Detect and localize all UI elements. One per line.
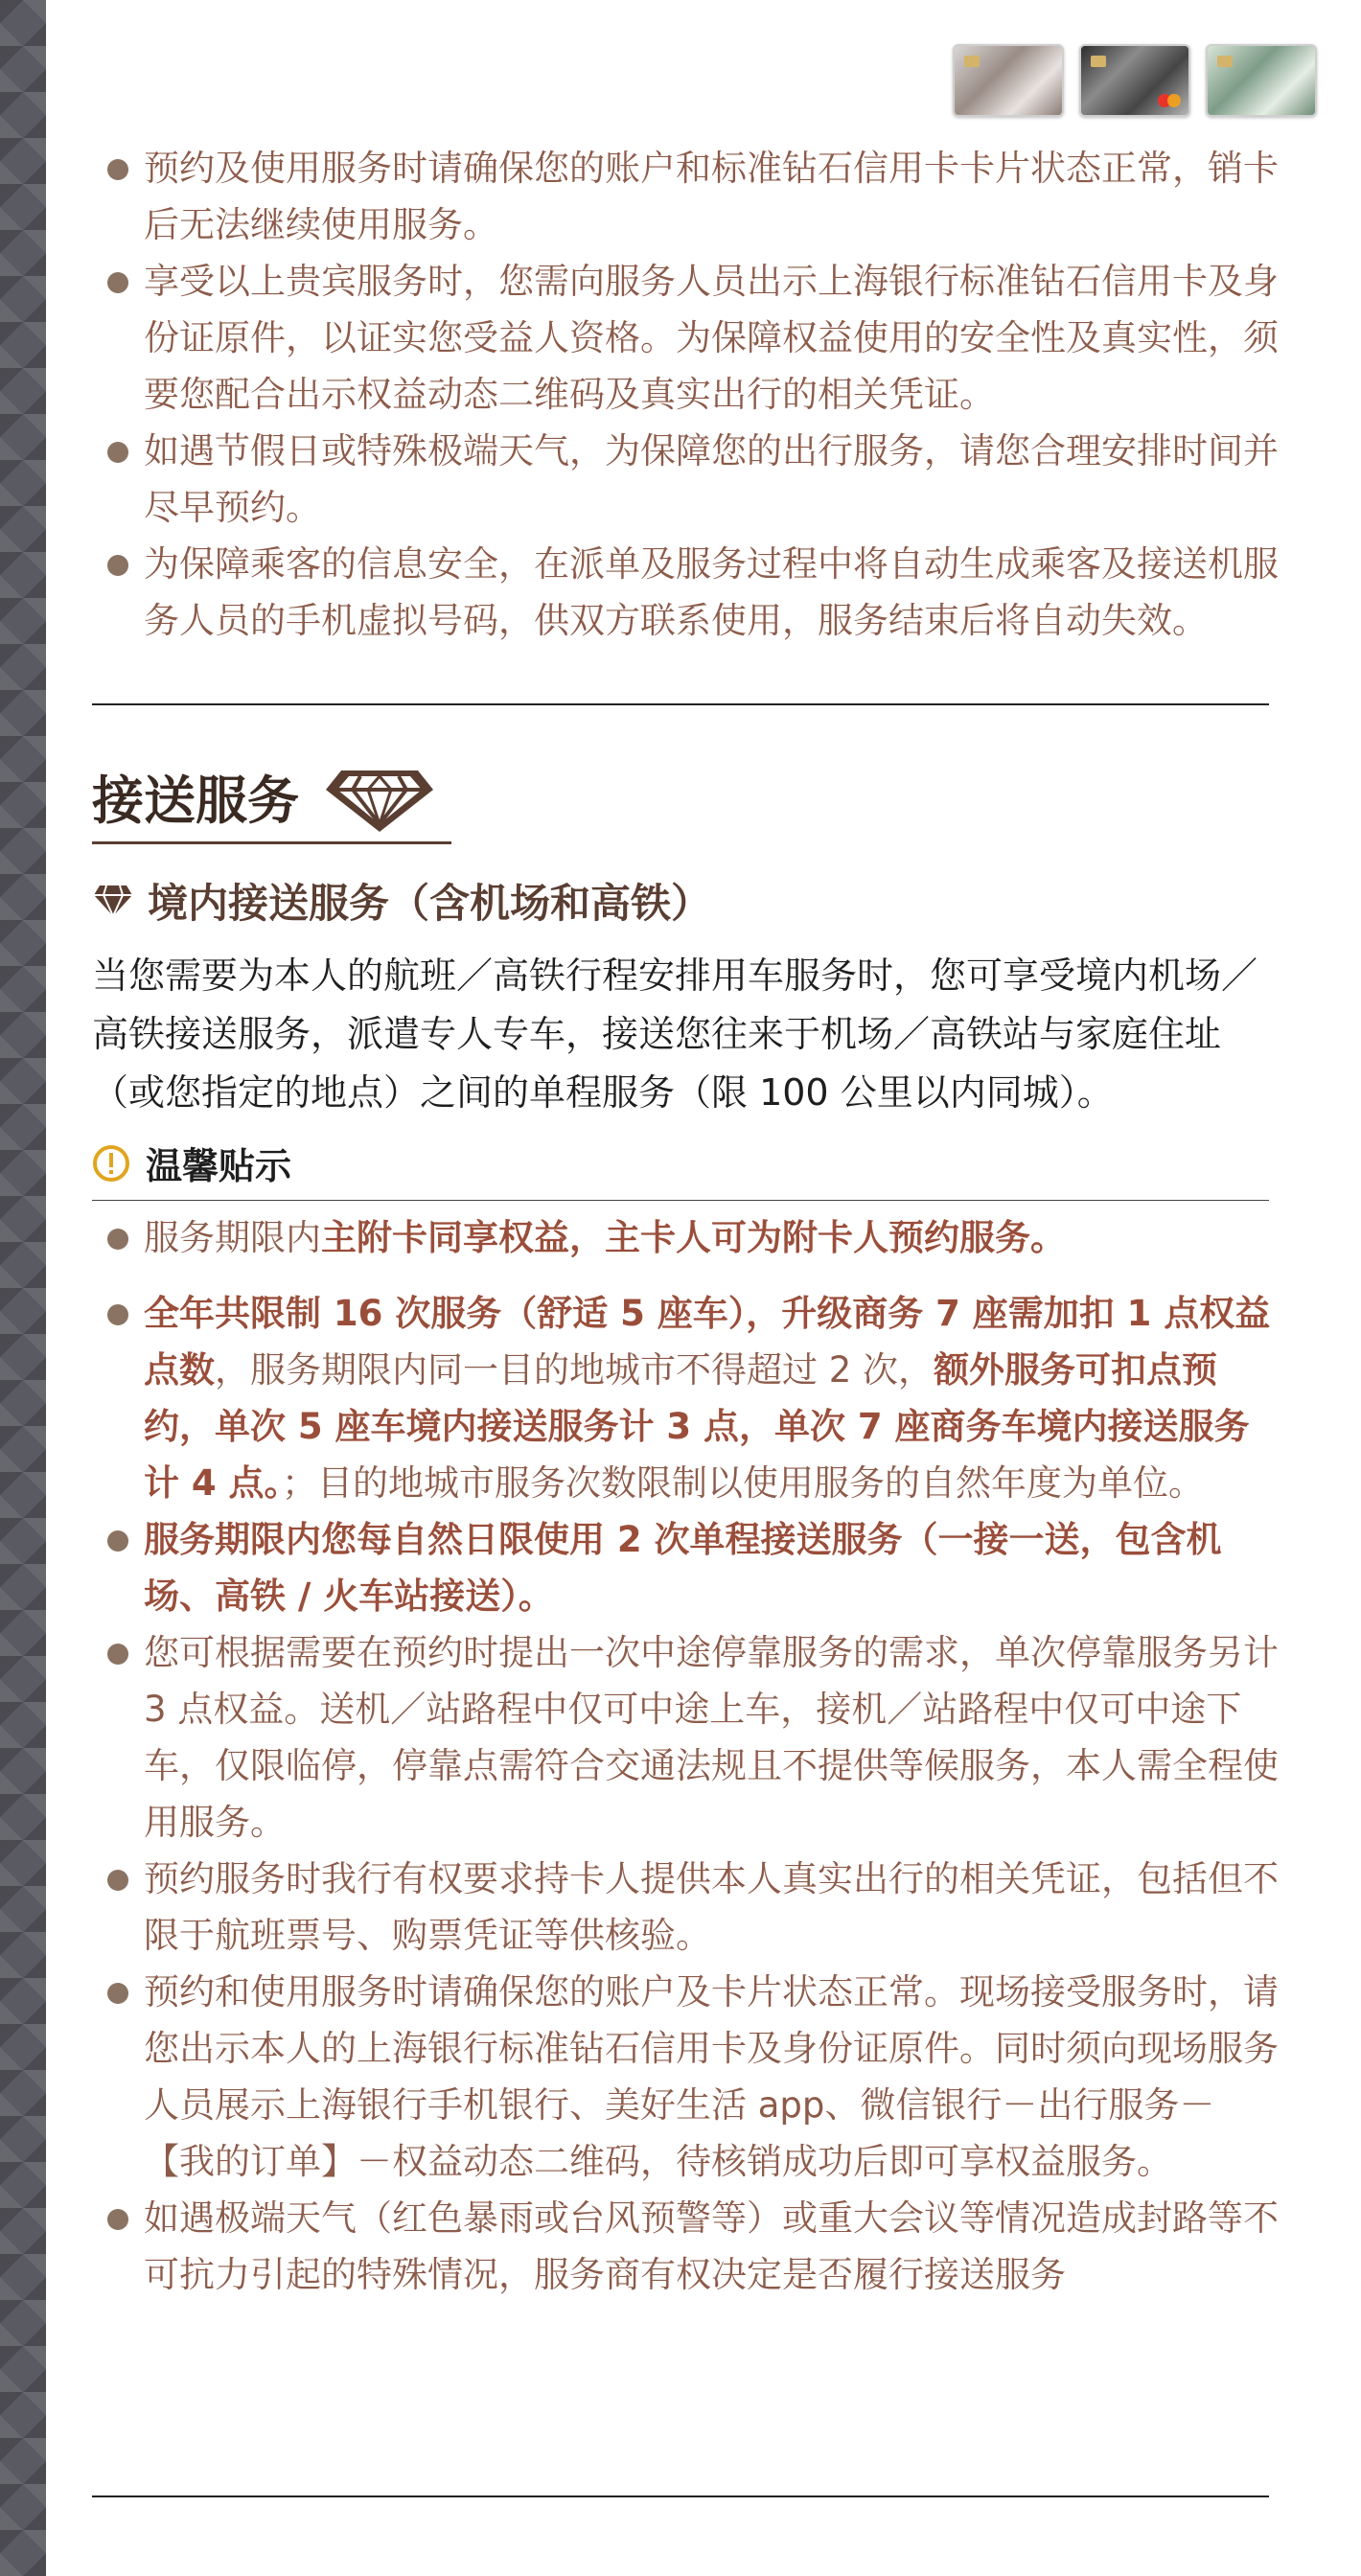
tip-text-bold: 服务期限内您每自然日限使用 2 次单程接送服务（一接一送，包含机场、高铁 / 火车站接送）。 [144,1519,1222,1617]
tip-text: 服务期限内 [144,1217,321,1258]
subsection-title-text: 境内接送服务（含机场和高铁） [148,880,712,927]
tip-title: 温馨贴示 [146,1145,292,1187]
list-item: 预约及使用服务时请确保您的账户和标准钻石信用卡卡片状态正常，销卡后无法继续使用服务。 [92,140,1282,253]
tip-text-bold: 全年共限制 16 次服务（舒适 5 座车），升级商务 7 座需加扣 1 点权益点数 [144,1293,1271,1391]
section-title-underline [92,841,451,844]
section-title: 接送服务 [92,770,299,831]
diamond-small-icon [92,884,134,918]
side-pattern-strip [0,0,46,2576]
card-thumbnails [953,44,1317,117]
list-item [92,1209,1282,1266]
intro-paragraph: 当您需要为本人的航班／高铁行程安排用车服务时，您可享受境内机场／高铁接送服务，派遣专人专车，接送您往来于机场／高铁站与家庭住址（或您指定的地点）之间的单程服务（限 100 公里以内同城）。 [92,954,1258,1114]
card-thumbnail-1 [953,44,1064,117]
list-item [92,1285,1282,1511]
tip-text: ；目的地城市服务次数限制以使用服务的自然年度为单位。 [282,1462,1205,1504]
card-thumbnail-3 [1206,44,1317,117]
list-item: 预约和使用服务时请确保您的账户及卡片状态正常。现场接受服务时，请您出示本人的上海银行标准钻石信用卡及身份证原件。同时须向现场服务人员展示上海银行手机银行、美好生活 app、微信银行－出行服务－【我的订单】－权益动态二维码，待核销成功后即可享权益服务。 [92,1964,1282,2190]
list-item: 如遇极端天气（红色暴雨或台风预警等）或重大会议等情况造成封路等不可抗力引起的特殊情况，服务商有权决定是否履行接送服务 [92,2190,1282,2303]
list-item: 如遇节假日或特殊极端天气，为保障您的出行服务，请您合理安排时间并尽早预约。 [92,423,1282,536]
list-item: 预约服务时我行有权要求持卡人提供本人真实出行的相关凭证，包括但不限于航班票号、购票凭证等供核验。 [92,1851,1282,1964]
exclamation-icon [92,1144,130,1183]
tip-header [92,1137,291,1189]
list-item: 享受以上贵宾服务时，您需向服务人员出示上海银行标准钻石信用卡及身份证原件，以证实您受益人资格。为保障权益使用的安全性及真实性，须要您配合出示权益动态二维码及真实出行的相关凭证。 [92,253,1282,423]
divider [92,2496,1269,2497]
subsection-title [92,872,711,930]
tip-text: ，服务期限内同一目的地城市不得超过 2 次， [215,1349,934,1391]
divider [92,703,1269,705]
card-thumbnail-2 [1079,44,1190,117]
tip-text-bold: 额外服务可扣点预约，单次 5 座车境内接送服务计 3 点，单次 7 座商务车境内接送服务计 4 点。 [144,1349,1250,1504]
tips-list [92,1209,1282,2303]
list-item: 为保障乘客的信息安全，在派单及服务过程中将自动生成乘客及接送机服务人员的手机虚拟号码，供双方联系使用，服务结束后将自动失效。 [92,536,1282,649]
top-notes-list [92,140,1282,649]
mastercard-logo-icon [1158,94,1181,107]
list-item [92,1511,1282,1624]
section-header [92,767,451,844]
list-item: 您可根据需要在预约时提出一次中途停靠服务的需求，单次停靠服务另计 3 点权益。送机／站路程中仅可中途上车，接机／站路程中仅可中途下车，仅限临停，停靠点需符合交通法规且不提供等候服务，本人需全程使用服务。 [92,1624,1282,1851]
diamond-icon [322,767,437,836]
divider [92,1200,1269,1201]
tip-text-bold: 主附卡同享权益，主卡人可为附卡人预约服务。 [321,1217,1066,1258]
